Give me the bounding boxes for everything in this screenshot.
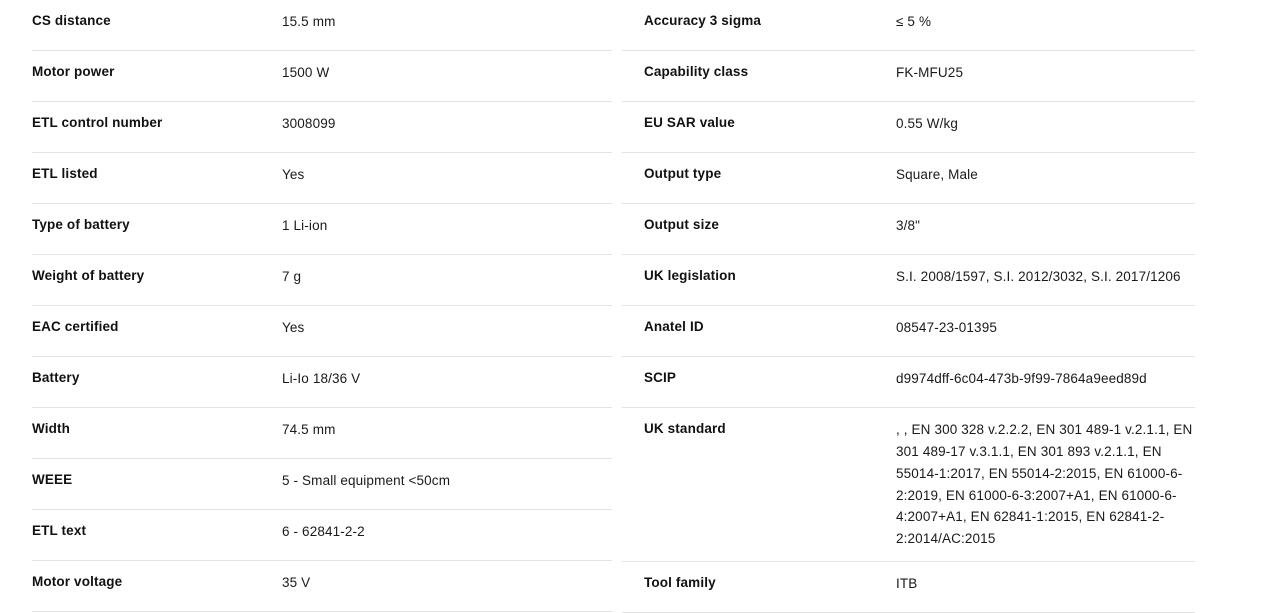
spec-label: ETL control number: [32, 115, 163, 130]
table-row: [622, 51, 1195, 102]
specifications-right-column: [622, 0, 1267, 613]
spec-value: 0.55 W/kg: [896, 116, 958, 131]
spec-label: ETL text: [32, 523, 87, 538]
spec-label: SCIP: [644, 370, 677, 385]
spec-label: Tool family: [644, 575, 716, 591]
table-row: [32, 255, 612, 306]
spec-value: 6 - 62841-2-2: [282, 524, 365, 539]
table-row: [32, 510, 612, 561]
spec-value: Li-Io 18/36 V: [282, 371, 361, 386]
table-row: [622, 102, 1195, 153]
table-row: [32, 459, 612, 510]
spec-value: FK-MFU25: [896, 65, 964, 80]
spec-value: Yes: [282, 167, 305, 182]
spec-label: ETL listed: [32, 166, 98, 181]
spec-value: ≤ 5 %: [896, 14, 932, 29]
spec-label: CS distance: [32, 13, 111, 28]
table-row: [32, 102, 612, 153]
table-row: [32, 306, 612, 357]
table-row: [622, 306, 1195, 357]
table-row: [32, 0, 612, 51]
spec-label: Battery: [32, 370, 80, 385]
spec-value: 1500 W: [282, 65, 330, 80]
spec-label: Capability class: [644, 64, 749, 79]
spec-label: Anatel ID: [644, 319, 704, 334]
table-row: [32, 153, 612, 204]
spec-value: Yes: [282, 320, 305, 335]
spec-value: 08547-23-01395: [896, 320, 997, 335]
spec-value: 3008099: [282, 116, 336, 131]
table-row: [32, 204, 612, 255]
table-row: [622, 408, 1195, 562]
spec-label: Motor power: [32, 64, 115, 79]
table-row: [622, 0, 1195, 51]
spec-value: 35 V: [282, 575, 311, 590]
spec-label: EAC certified: [32, 319, 119, 334]
table-row: [622, 153, 1195, 204]
spec-label: Motor voltage: [32, 574, 123, 589]
spec-label: Width: [32, 421, 71, 436]
spec-value: , , EN 300 328 v.2.2.2, EN 301 489-1 v.2.1.1, EN 301 489-17 v.3.1.1, EN 301 893 v.2.1.1, EN 55014-1:2017, EN 55014-2:2015, EN 61000-6-2:2019, EN 61000-6-3:2007+A1, EN 61000-6-4:2007+A1, EN 62841-1:2015, EN 62841-2-2:2014/AC:2015: [896, 422, 1193, 547]
spec-value: Square, Male: [896, 167, 978, 182]
spec-label: WEEE: [32, 472, 73, 487]
table-row: [32, 408, 612, 459]
spec-label: Output size: [644, 217, 719, 232]
spec-value: 74.5 mm: [282, 422, 336, 437]
spec-value: S.I. 2008/1597, S.I. 2012/3032, S.I. 2017/1206: [896, 269, 1181, 284]
table-row: [622, 255, 1195, 306]
spec-label: Weight of battery: [32, 268, 145, 283]
spec-label: UK standard: [644, 421, 726, 436]
spec-value: ITB: [896, 576, 918, 592]
spec-value: 15.5 mm: [282, 14, 336, 29]
spec-label: Output type: [644, 166, 722, 181]
specifications-left-column: [0, 0, 622, 613]
table-row: [622, 562, 1195, 613]
spec-label: Type of battery: [32, 217, 130, 232]
spec-value: 1 Li-ion: [282, 218, 328, 233]
table-row: [32, 357, 612, 408]
table-row: [622, 357, 1195, 408]
spec-value: 5 - Small equipment <50cm: [282, 473, 451, 488]
spec-label: UK legislation: [644, 268, 736, 283]
table-row: [32, 51, 612, 102]
spec-label: Accuracy 3 sigma: [644, 13, 761, 28]
spec-value: 7 g: [282, 269, 302, 284]
table-row: [622, 204, 1195, 255]
table-row: [32, 561, 612, 612]
spec-label: EU SAR value: [644, 115, 735, 130]
spec-value: d9974dff-6c04-473b-9f99-7864a9eed89d: [896, 371, 1147, 386]
spec-value: 3/8": [896, 218, 921, 233]
